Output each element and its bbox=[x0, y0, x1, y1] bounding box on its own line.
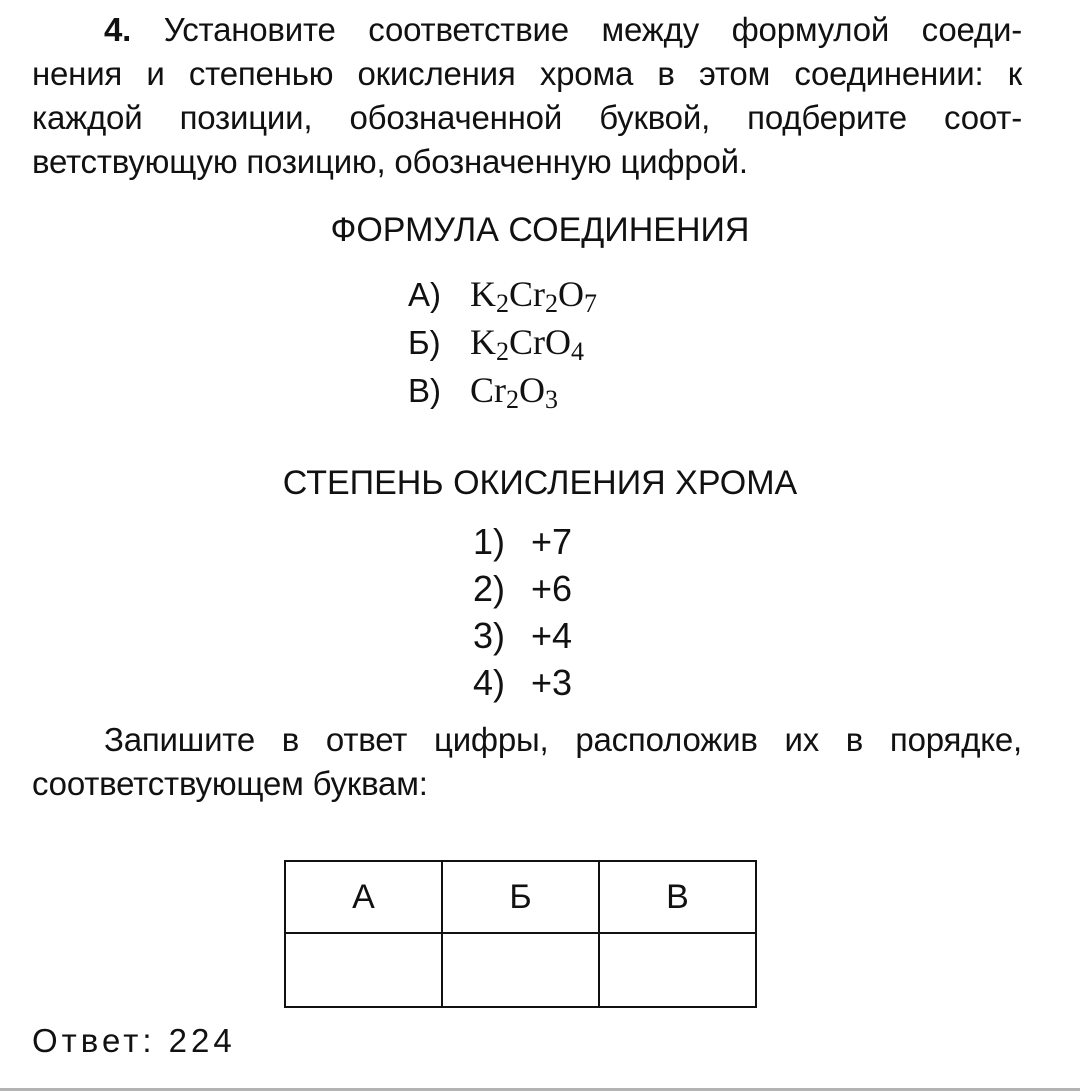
formula-item-b bbox=[408, 321, 584, 364]
answer-table-values bbox=[285, 933, 756, 1007]
oxidation-item-2: 2) +6 bbox=[473, 568, 573, 609]
formula-label: В) bbox=[408, 372, 441, 409]
answer-header-a: А bbox=[285, 861, 442, 933]
formula-value: $Cr_2O_3$ bbox=[470, 370, 558, 414]
instruction-line-1: Запишите в ответ цифры, расположив их в порядке, bbox=[104, 721, 1022, 758]
formula-label: А) bbox=[408, 276, 441, 313]
answer-cell-v[interactable] bbox=[599, 933, 756, 1007]
answer-cell-b[interactable] bbox=[442, 933, 599, 1007]
task-text bbox=[32, 8, 1022, 184]
answer-header-v: В bbox=[599, 861, 756, 933]
answer-table bbox=[284, 860, 757, 1008]
formula-item-a bbox=[408, 273, 597, 316]
instruction-text bbox=[32, 718, 1022, 806]
oxidation-heading: СТЕПЕНЬ ОКИСЛЕНИЯ ХРОМА bbox=[282, 464, 798, 502]
answer-cell-a[interactable] bbox=[285, 933, 442, 1007]
task-line-4: ветствующую позицию, обозначенную цифрой. bbox=[32, 143, 748, 180]
task-line-2: нения и степенью окисления хрома в этом соединении: к bbox=[32, 55, 1022, 92]
oxidation-item-3: 3) +4 bbox=[473, 615, 573, 656]
formula-value: $K_2Cr_2O_7$ bbox=[470, 274, 597, 318]
oxidation-item-1: 1) +7 bbox=[473, 521, 573, 562]
formula-label: Б) bbox=[408, 324, 441, 361]
answer-header-b: Б bbox=[442, 861, 599, 933]
formula-heading: ФОРМУЛА СОЕДИНЕНИЯ bbox=[330, 211, 750, 249]
oxidation-item-4: 4) +3 bbox=[473, 662, 573, 703]
answer-table-header bbox=[285, 861, 756, 933]
formula-item-v bbox=[408, 369, 558, 412]
task-number: 4. bbox=[104, 11, 132, 48]
task-line-3: каждой позиции, обозначенной буквой, подберите соот- bbox=[32, 99, 1022, 136]
answer-text: Ответ: 224 bbox=[32, 1022, 236, 1059]
formula-value: $K_2CrO_4$ bbox=[470, 322, 584, 366]
instruction-line-2: соответствующем буквам: bbox=[32, 765, 428, 802]
task-line-1: Установите соответствие между формулой соеди- bbox=[163, 11, 1022, 48]
